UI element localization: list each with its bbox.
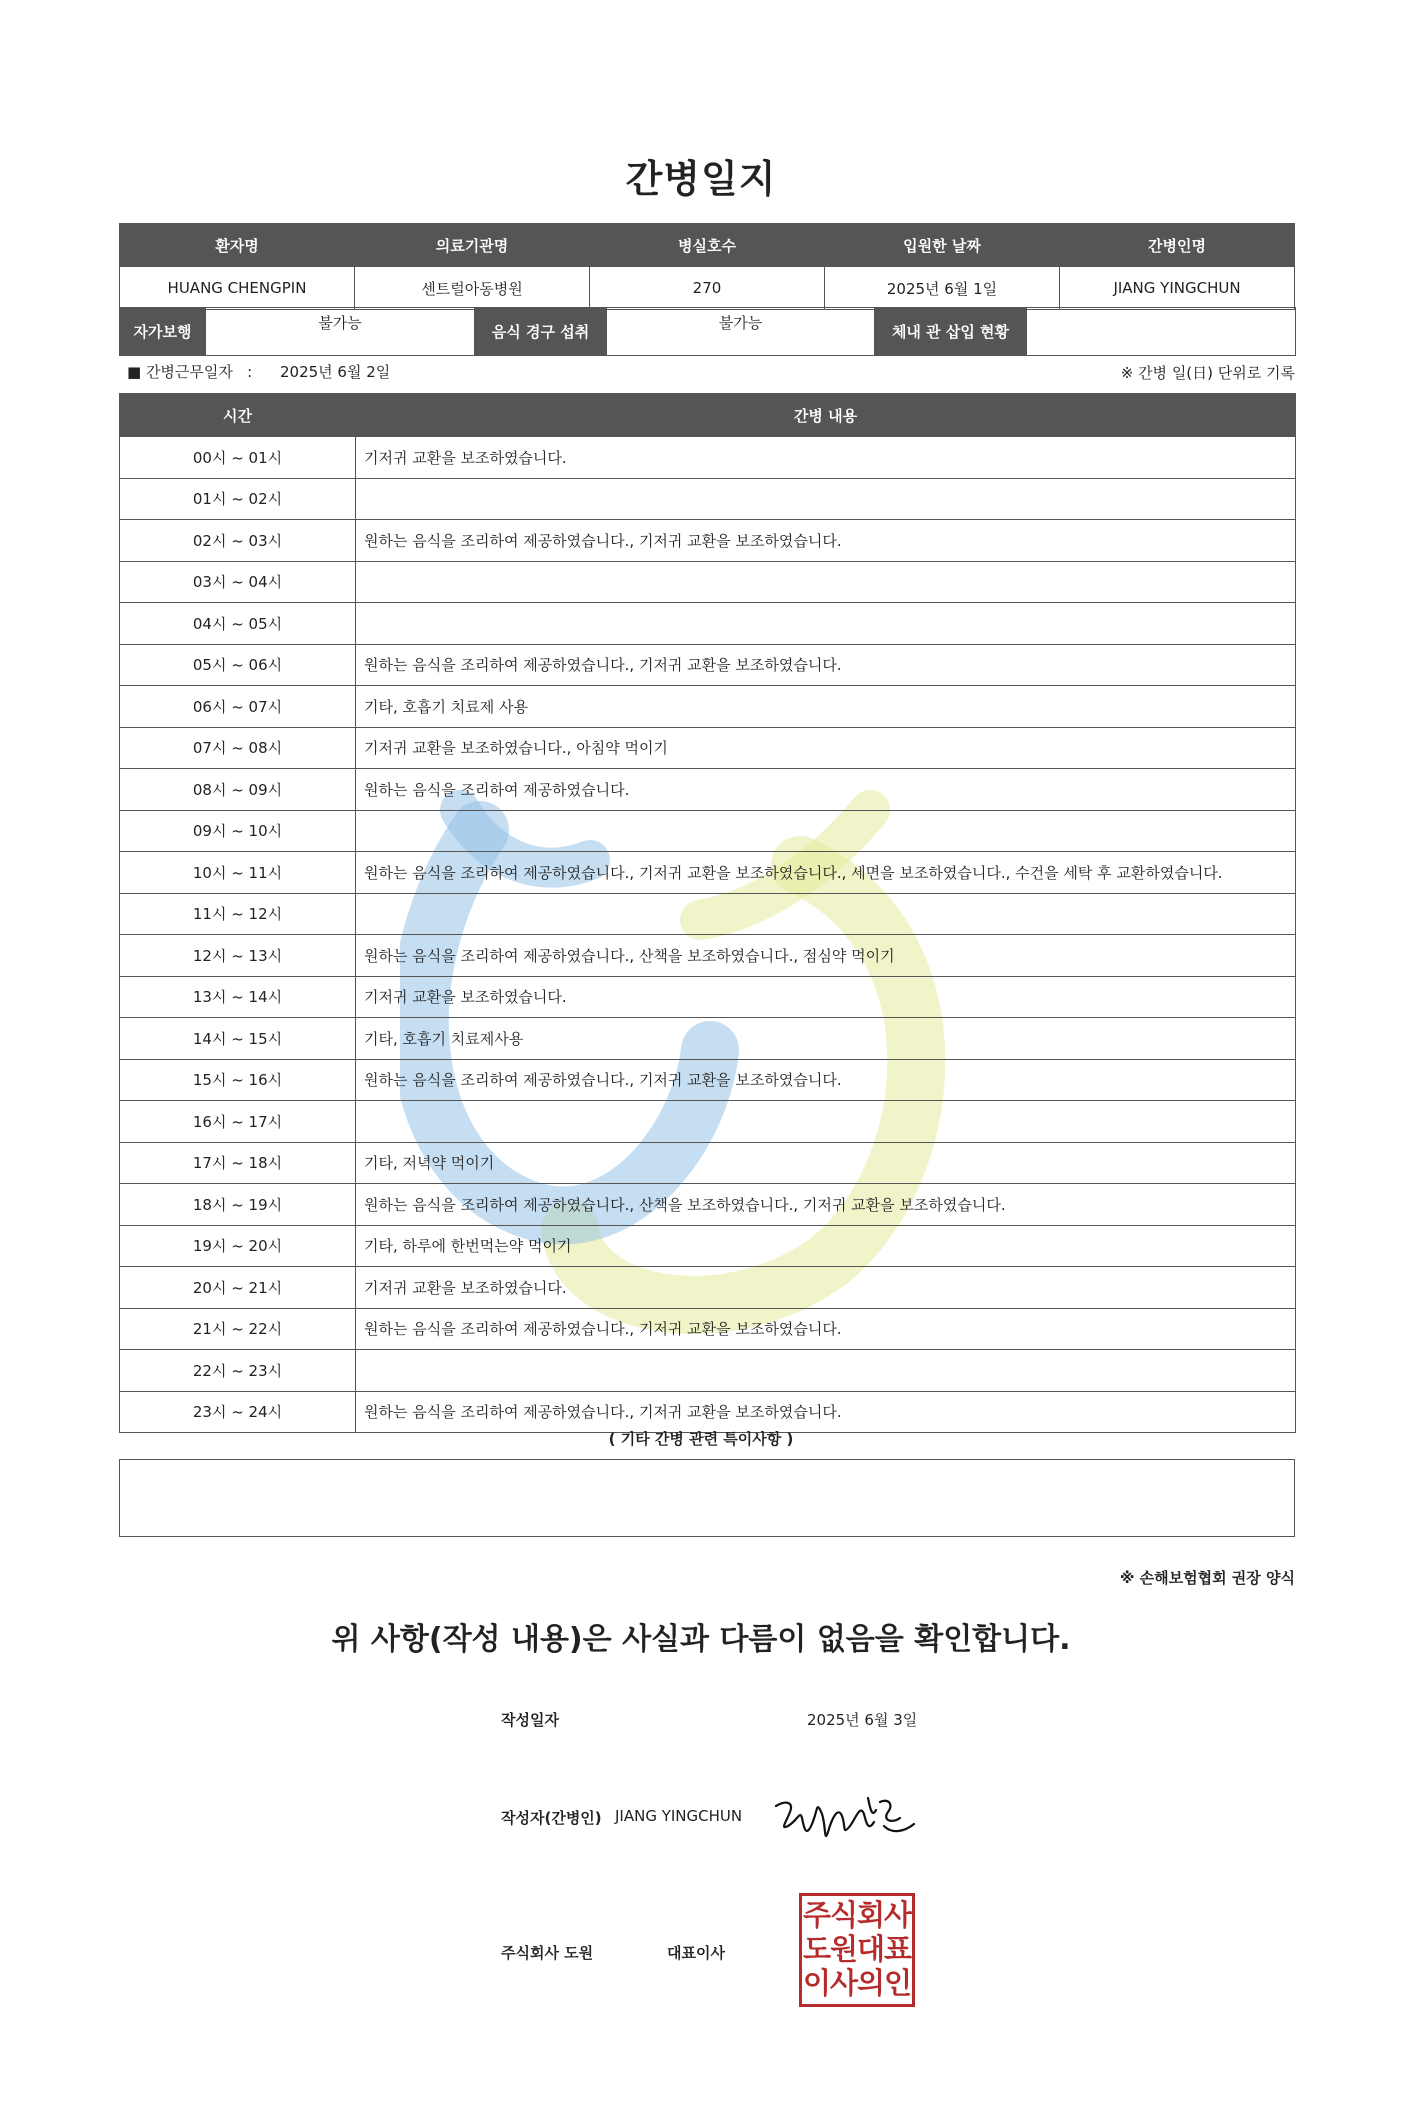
write-date-value: 2025년 6월 3일 bbox=[807, 1711, 918, 1729]
admission-date: 2025년 6월 1일 bbox=[825, 267, 1060, 310]
row-content: 원하는 음식을 조리하여 제공하였습니다., 기저귀 교환을 보조하였습니다. bbox=[356, 1059, 1296, 1101]
tube-label: 체내 관 삽입 현황 bbox=[875, 308, 1027, 356]
row-time: 12시 ~ 13시 bbox=[120, 935, 356, 977]
table-row bbox=[120, 1267, 1296, 1309]
row-time: 15시 ~ 16시 bbox=[120, 1059, 356, 1101]
table-row bbox=[120, 478, 1296, 520]
header-time: 시간 bbox=[120, 394, 356, 437]
table-row bbox=[120, 603, 1296, 645]
hospital-name: 센트럴아동병원 bbox=[355, 267, 590, 310]
row-time: 19시 ~ 20시 bbox=[120, 1225, 356, 1267]
seal-line-1: 주식회사 bbox=[802, 1898, 912, 1932]
row-time: 09시 ~ 10시 bbox=[120, 810, 356, 852]
row-content: 원하는 음식을 조리하여 제공하였습니다., 기저귀 교환을 보조하였습니다., 세면을 보조하였습니다., 수건을 세탁 후 교환하였습니다. bbox=[356, 852, 1296, 894]
work-date-row bbox=[127, 361, 391, 382]
walking-value: 불가능 bbox=[206, 308, 475, 356]
row-content: 기저귀 교환을 보조하였습니다., 아침약 먹이기 bbox=[356, 727, 1296, 769]
work-date-label: ■ 간병근무일자 : bbox=[127, 363, 253, 381]
table-row bbox=[120, 1184, 1296, 1226]
row-content bbox=[356, 603, 1296, 645]
table-row bbox=[120, 1225, 1296, 1267]
table-row bbox=[120, 1101, 1296, 1143]
company-name: 주식회사 도원 bbox=[501, 1944, 594, 1962]
header-content: 간병 내용 bbox=[356, 394, 1296, 437]
write-date-label: 작성일자 bbox=[501, 1711, 559, 1729]
caregiver-name: JIANG YINGCHUN bbox=[1060, 267, 1295, 310]
writer-name: JIANG YINGCHUN bbox=[615, 1807, 743, 1825]
table-row bbox=[120, 769, 1296, 811]
row-content: 기저귀 교환을 보조하였습니다. bbox=[356, 437, 1296, 479]
company-seal bbox=[799, 1893, 915, 2007]
table-row bbox=[120, 1018, 1296, 1060]
row-time: 20시 ~ 21시 bbox=[120, 1267, 356, 1309]
walking-label: 자가보행 bbox=[120, 308, 206, 356]
table-row bbox=[120, 1308, 1296, 1350]
table-row bbox=[120, 437, 1296, 479]
row-content: 기타, 호흡기 치료제 사용 bbox=[356, 686, 1296, 728]
table-row bbox=[120, 561, 1296, 603]
writer-label: 작성자(간병인) bbox=[501, 1809, 602, 1827]
row-content: 기타, 호흡기 치료제사용 bbox=[356, 1018, 1296, 1060]
row-time: 06시 ~ 07시 bbox=[120, 686, 356, 728]
oral-intake-value: 불가능 bbox=[607, 308, 875, 356]
table-row bbox=[120, 520, 1296, 562]
row-content bbox=[356, 1350, 1296, 1392]
ceo-label: 대표이사 bbox=[667, 1944, 725, 1962]
row-time: 08시 ~ 09시 bbox=[120, 769, 356, 811]
row-content bbox=[356, 810, 1296, 852]
row-content: 원하는 음식을 조리하여 제공하였습니다., 기저귀 교환을 보조하였습니다. bbox=[356, 1308, 1296, 1350]
handwritten-signature bbox=[772, 1788, 918, 1850]
header-caregiver: 간병인명 bbox=[1060, 224, 1295, 267]
row-content bbox=[356, 561, 1296, 603]
seal-line-2: 도원대표 bbox=[802, 1932, 912, 1966]
table-row bbox=[120, 1350, 1296, 1392]
row-content: 원하는 음식을 조리하여 제공하였습니다., 산책을 보조하였습니다., 점심약 먹이기 bbox=[356, 935, 1296, 977]
table-row bbox=[120, 976, 1296, 1018]
page-title: 간병일지 bbox=[625, 157, 777, 201]
row-time: 17시 ~ 18시 bbox=[120, 1142, 356, 1184]
row-time: 14시 ~ 15시 bbox=[120, 1018, 356, 1060]
row-time: 18시 ~ 19시 bbox=[120, 1184, 356, 1226]
table-row bbox=[120, 1059, 1296, 1101]
work-date-value: 2025년 6월 2일 bbox=[280, 363, 391, 381]
table-row bbox=[120, 893, 1296, 935]
row-time: 02시 ~ 03시 bbox=[120, 520, 356, 562]
header-hospital: 의료기관명 bbox=[355, 224, 590, 267]
row-content: 원하는 음식을 조리하여 제공하였습니다. bbox=[356, 769, 1296, 811]
row-time: 16시 ~ 17시 bbox=[120, 1101, 356, 1143]
row-time: 22시 ~ 23시 bbox=[120, 1350, 356, 1392]
row-content: 기타, 하루에 한번먹는약 먹이기 bbox=[356, 1225, 1296, 1267]
row-time: 21시 ~ 22시 bbox=[120, 1308, 356, 1350]
row-time: 07시 ~ 08시 bbox=[120, 727, 356, 769]
row-content: 원하는 음식을 조리하여 제공하였습니다., 기저귀 교환을 보조하였습니다. bbox=[356, 520, 1296, 562]
notes-title: ( 기타 간병 관련 특이사항 ) bbox=[608, 1430, 794, 1448]
row-time: 04시 ~ 05시 bbox=[120, 603, 356, 645]
row-content bbox=[356, 1101, 1296, 1143]
patient-info-table bbox=[119, 223, 1295, 310]
recommend-form-note: ※ 손해보험협회 권장 양식 bbox=[1119, 1569, 1295, 1587]
row-content: 원하는 음식을 조리하여 제공하였습니다., 산책을 보조하였습니다., 기저귀 교환을 보조하였습니다. bbox=[356, 1184, 1296, 1226]
notes-box bbox=[119, 1459, 1295, 1537]
row-content: 기타, 저녁약 먹이기 bbox=[356, 1142, 1296, 1184]
row-content: 기저귀 교환을 보조하였습니다. bbox=[356, 1267, 1296, 1309]
row-time: 11시 ~ 12시 bbox=[120, 893, 356, 935]
header-admission-date: 입원한 날짜 bbox=[825, 224, 1060, 267]
table-row bbox=[120, 935, 1296, 977]
row-content bbox=[356, 893, 1296, 935]
table-row bbox=[120, 1391, 1296, 1433]
table-row bbox=[120, 1142, 1296, 1184]
header-room: 병실호수 bbox=[590, 224, 825, 267]
table-row bbox=[120, 810, 1296, 852]
row-time: 13시 ~ 14시 bbox=[120, 976, 356, 1018]
row-content: 기저귀 교환을 보조하였습니다. bbox=[356, 976, 1296, 1018]
header-patient-name: 환자명 bbox=[120, 224, 355, 267]
daily-record-note: ※ 간병 일(日) 단위로 기록 bbox=[1120, 364, 1295, 382]
row-time: 01시 ~ 02시 bbox=[120, 478, 356, 520]
row-content bbox=[356, 478, 1296, 520]
table-row bbox=[120, 727, 1296, 769]
seal-line-3: 이사의인 bbox=[802, 1966, 912, 2000]
row-time: 23시 ~ 24시 bbox=[120, 1391, 356, 1433]
row-content: 원하는 음식을 조리하여 제공하였습니다., 기저귀 교환을 보조하였습니다. bbox=[356, 1391, 1296, 1433]
care-log-table bbox=[119, 393, 1296, 1433]
patient-status-table bbox=[119, 307, 1296, 356]
table-row bbox=[120, 644, 1296, 686]
table-row bbox=[120, 686, 1296, 728]
table-row bbox=[120, 852, 1296, 894]
confirmation-statement: 위 사항(작성 내용)은 사실과 다름이 없음을 확인합니다. bbox=[331, 1622, 1071, 1657]
row-content: 원하는 음식을 조리하여 제공하였습니다., 기저귀 교환을 보조하였습니다. bbox=[356, 644, 1296, 686]
row-time: 00시 ~ 01시 bbox=[120, 437, 356, 479]
patient-name: HUANG CHENGPIN bbox=[120, 267, 355, 310]
tube-value bbox=[1027, 308, 1296, 356]
row-time: 03시 ~ 04시 bbox=[120, 561, 356, 603]
oral-intake-label: 음식 경구 섭취 bbox=[475, 308, 607, 356]
row-time: 05시 ~ 06시 bbox=[120, 644, 356, 686]
room-number: 270 bbox=[590, 267, 825, 310]
row-time: 10시 ~ 11시 bbox=[120, 852, 356, 894]
